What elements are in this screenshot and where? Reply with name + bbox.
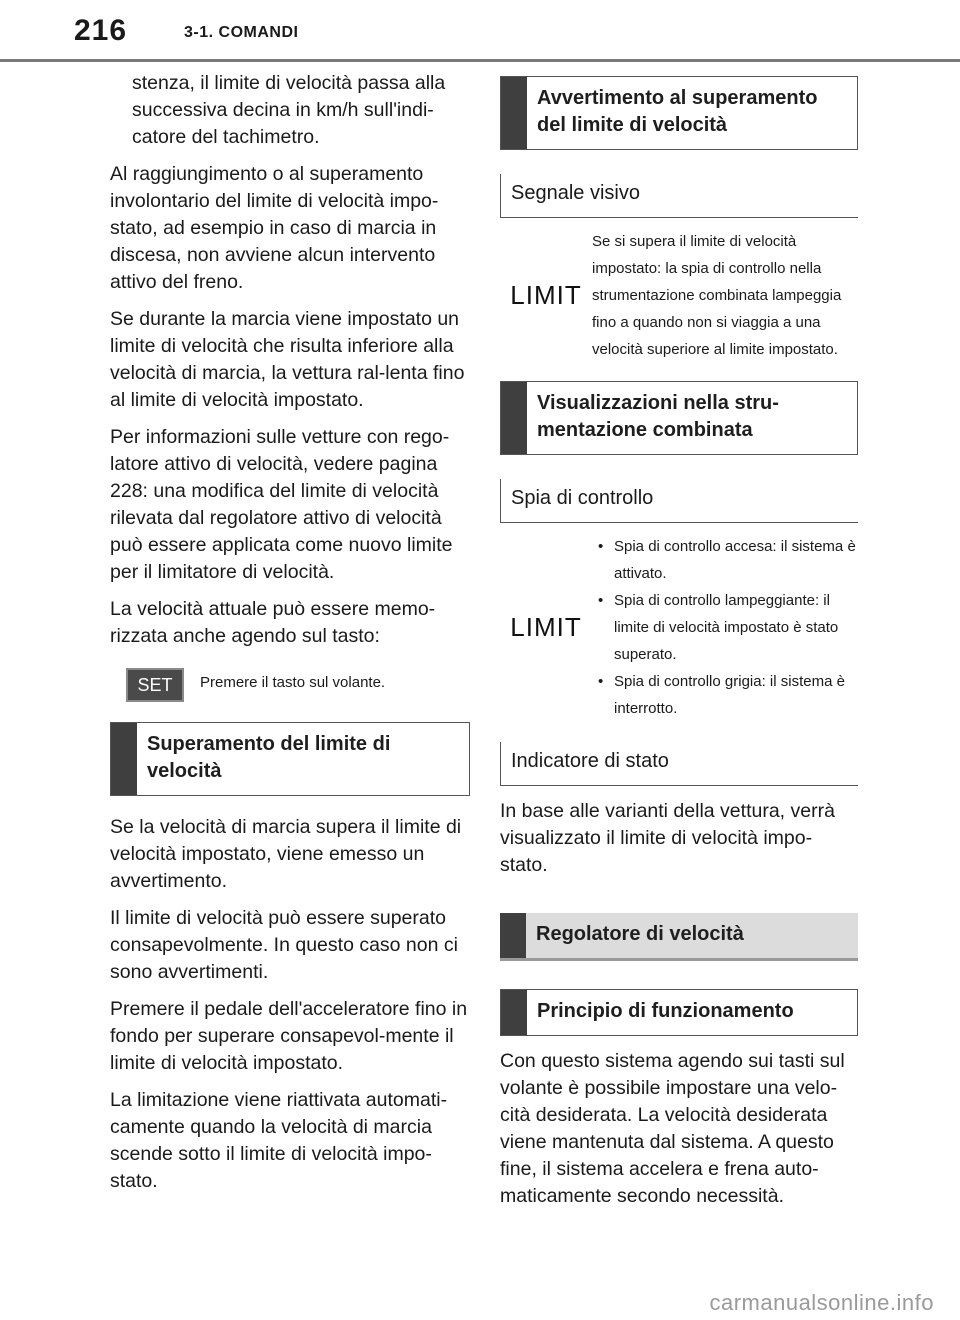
paragraph: Se la velocità di marcia supera il limite di velocità impostato, viene emesso un avvertimento. — [110, 816, 462, 892]
heading-bar — [501, 382, 527, 454]
set-key-icon: SET — [126, 668, 184, 702]
section-heading-visualizzazioni — [500, 381, 858, 455]
heading-text: Superamento del limite di velocità — [147, 733, 391, 782]
paragraph: Con questo sistema agendo sui tasti sul volante è possibile impostare una velo-cità desiderata. La velocità desiderata viene mantenuta dal sistema. A questo fine, il sistema accelera e frena auto-maticamente secondo necessità. — [500, 1050, 845, 1207]
left-column — [110, 70, 470, 1205]
header-rule — [0, 59, 960, 62]
paragraph: Per informazioni sulle vetture con rego-latore attivo di velocità, vedere pagina 228: una modifica del limite di velocità rilevata dal regolatore attivo di velocità può essere applicata come nuovo limite per il limitatore di velocità. — [110, 426, 453, 583]
subheading-segnale-visivo: Segnale visivo — [500, 174, 858, 218]
spia-di-controllo-row — [500, 533, 858, 722]
paragraph-continued: stenza, il limite di velocità passa alla successiva decina in km/h sull'indi-catore del tachimetro. — [132, 72, 446, 148]
heading-bar — [111, 723, 137, 795]
paragraph: In base alle varianti della vettura, verrà visualizzato il limite di velocità impo-stato. — [500, 800, 835, 876]
subheading-indicatore-di-stato: Indicatore di stato — [500, 742, 858, 786]
paragraph: Premere il pedale dell'acceleratore fino in fondo per superare consapevol-mente il limite di velocità impostato. — [110, 998, 468, 1074]
page-number: 216 — [74, 14, 128, 47]
set-key-row — [110, 664, 470, 702]
section-heading-superamento — [110, 722, 470, 796]
section-heading-principio — [500, 989, 858, 1036]
limit-indicator-icon: LIMIT — [510, 280, 582, 310]
segnale-visivo-text: Se si supera il limite di velocità impostato: la spia di controllo nella strumentazione combinata lampeggia fino a quando non si viaggia a una velocità superiore al limite impostato. — [592, 233, 842, 358]
heading-bar — [500, 913, 526, 958]
spia-bullet-list — [592, 533, 858, 722]
paragraph: Al raggiungimento o al superamento involontario del limite di velocità impo-stato, ad esempio in caso di marcia in discesa, non avviene alcun intervento attivo del freno. — [110, 163, 439, 293]
bullet-item: • Spia di controllo grigia: il sistema è interrotto. — [592, 668, 858, 722]
heading-text: Regolatore di velocità — [536, 923, 744, 945]
heading-text: Avvertimento al superamento del limite di velocità — [537, 87, 818, 136]
section-heading-avvertimento — [500, 76, 858, 150]
paragraph: La velocità attuale può essere memo-rizzata anche agendo sul tasto: — [110, 598, 436, 647]
watermark: carmanualsonline.info — [709, 1290, 934, 1315]
paragraph: La limitazione viene riattivata automati-camente quando la velocità di marcia scende sotto il limite di velocità impo-stato. — [110, 1089, 448, 1192]
paragraph: Se durante la marcia viene impostato un limite di velocità che risulta inferiore alla velocità di marcia, la vettura ral-lenta fino al limite di velocità impostato. — [110, 308, 465, 411]
paragraph: Il limite di velocità può essere superato consapevolmente. In questo caso non ci sono avvertimenti. — [110, 907, 458, 983]
set-key-text: Premere il tasto sul volante. — [200, 674, 386, 691]
page-header — [0, 0, 960, 62]
bullet-item: • Spia di controllo lampeggiante: il limite di velocità impostato è stato superato. — [592, 587, 858, 668]
heading-bar — [501, 990, 527, 1035]
bullet-item: • Spia di controllo accesa: il sistema è attivato. — [592, 533, 858, 587]
subheading-spia-di-controllo: Spia di controllo — [500, 479, 858, 523]
segnale-visivo-row — [500, 228, 858, 363]
limit-indicator-icon: LIMIT — [510, 612, 582, 642]
right-column — [500, 76, 858, 1220]
section-heading-regolatore — [500, 913, 858, 961]
heading-text: Visualizzazioni nella stru-mentazione combinata — [537, 392, 779, 441]
heading-bar — [501, 77, 527, 149]
heading-text: Principio di funzionamento — [537, 1000, 794, 1022]
chapter-title: 3-1. COMANDI — [184, 24, 299, 41]
